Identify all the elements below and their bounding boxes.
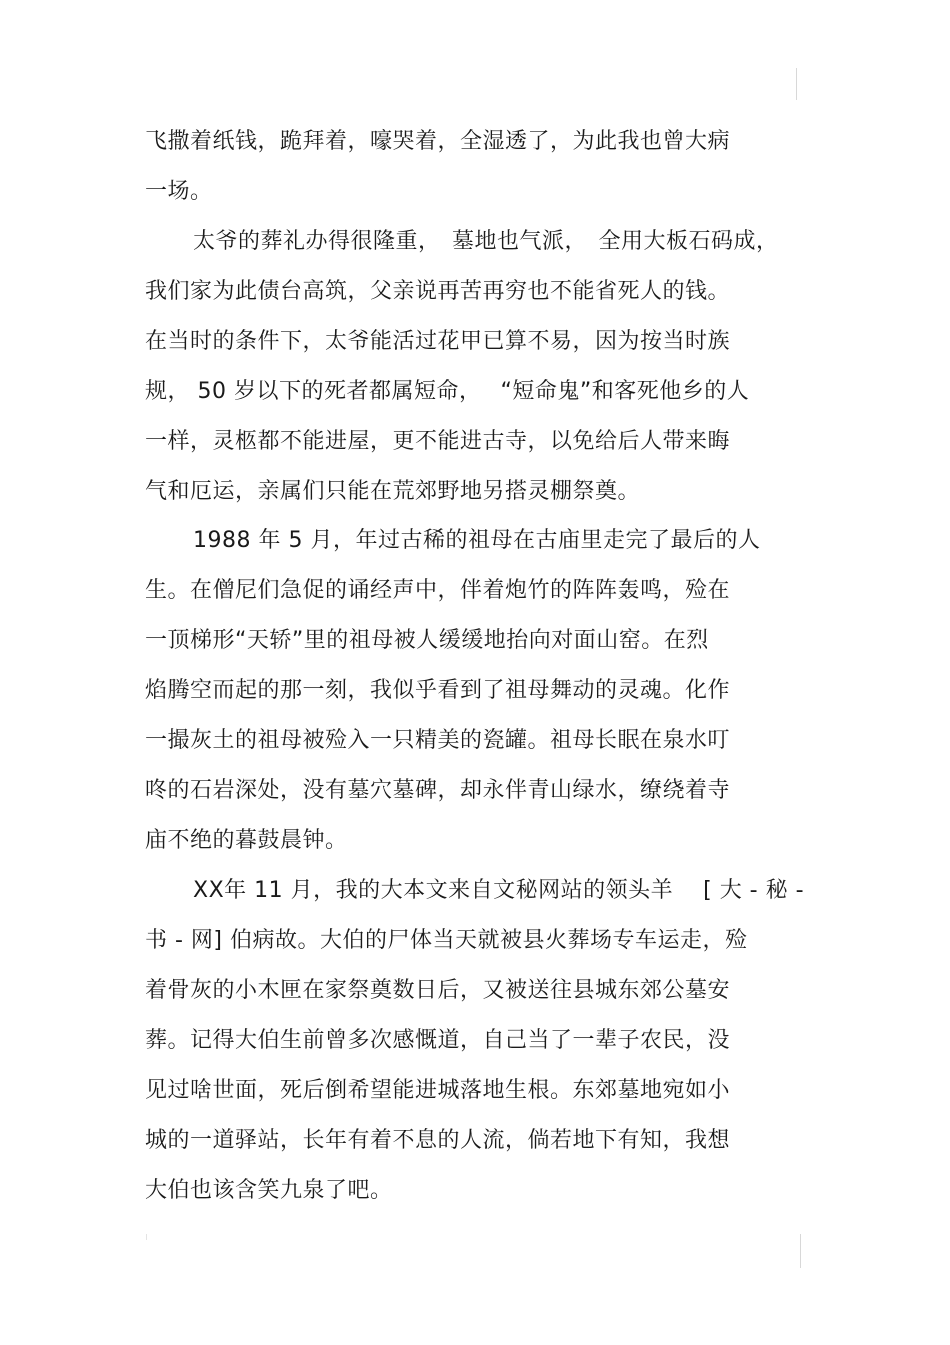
- text-line: 咚的石岩深处，没有墓穴墓碑，却永伴青山绿水，缭绕着寺: [145, 778, 731, 803]
- text-line: 见过啥世面，死后倒希望能进城落地生根。东郊墓地宛如小: [145, 1078, 731, 1103]
- text-line: 飞撒着纸钱，跪拜着，嚎哭着，全湿透了，为此我也曾大病: [145, 129, 731, 154]
- text-line: 一撮灰土的祖母被殓入一只精美的瓷罐。祖母长眠在泉水叮: [145, 728, 731, 753]
- paragraph-first-line: 1988 年 5 月，年过古稀的祖母在古庙里走完了最后的人: [193, 528, 761, 553]
- page-margin-mark: [800, 1234, 801, 1268]
- text-line: 焰腾空而起的那一刻，我似乎看到了祖母舞动的灵魂。化作: [145, 678, 731, 703]
- text-line: 庙不绝的暮鼓晨钟。: [145, 828, 348, 853]
- text-line: 一场。: [145, 179, 213, 204]
- page-margin-mark: [146, 1234, 147, 1240]
- text-line: 着骨灰的小木匣在家祭奠数日后，又被送往县城东郊公墓安: [145, 978, 731, 1003]
- text-line: 规， 50 岁以下的死者都属短命， “短命鬼”和客死他乡的人: [145, 379, 750, 404]
- text-line: 一顶梯形“天轿”里的祖母被人缓缓地抬向对面山窑。在烈: [145, 628, 709, 653]
- text-line: 我们家为此债台高筑，父亲说再苦再穷也不能省死人的钱。: [145, 279, 731, 304]
- text-line: 大伯也该含笑九泉了吧。: [145, 1178, 393, 1203]
- text-line: 葬。记得大伯生前曾多次感慨道，自己当了一辈子农民，没: [145, 1028, 731, 1053]
- text-line: 气和厄运，亲属们只能在荒郊野地另搭灵棚祭奠。: [145, 479, 641, 504]
- paragraph-first-line: 太爷的葬礼办得很隆重， 墓地也气派， 全用大板石码成，: [193, 229, 779, 254]
- page-margin-mark: [796, 68, 797, 100]
- text-line: 一样，灵柩都不能进屋，更不能进古寺，以免给后人带来晦: [145, 429, 731, 454]
- paragraph-first-line: XX年 11 月，我的大本文来自文秘网站的领头羊 [ 大 - 秘 -: [193, 878, 805, 903]
- text-line: 书 - 网] 伯病故。大伯的尸体当天就被县火葬场专车运走，殓: [145, 928, 748, 953]
- text-line: 在当时的条件下，太爷能活过花甲已算不易，因为按当时族: [145, 329, 731, 354]
- text-line: 城的一道驿站，长年有着不息的人流，倘若地下有知，我想: [145, 1128, 731, 1153]
- text-line: 生。在僧尼们急促的诵经声中，伴着炮竹的阵阵轰鸣，殓在: [145, 578, 731, 603]
